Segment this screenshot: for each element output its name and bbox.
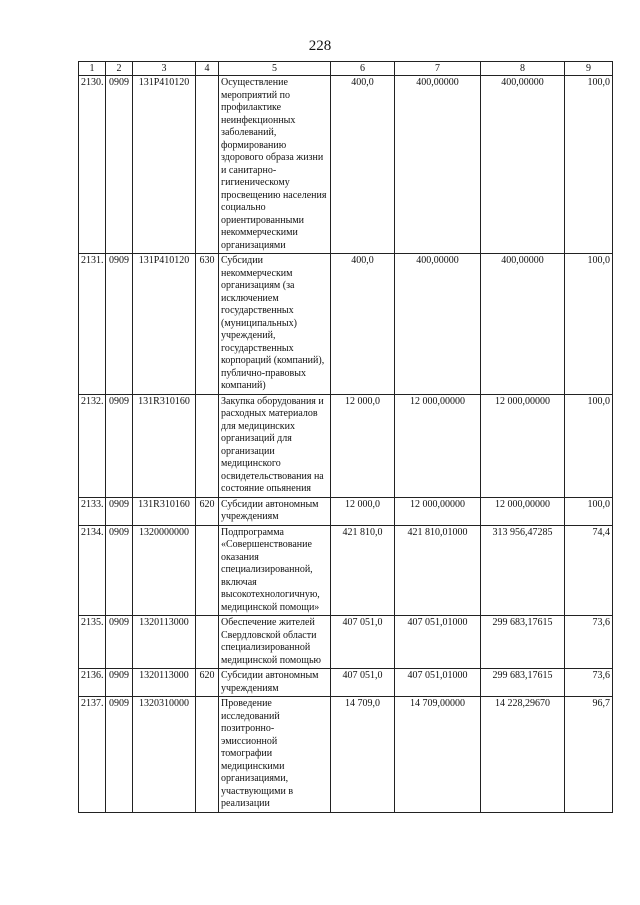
item-name: Обеспечение жителей Свердловской области специализированной медицинской помощью	[219, 616, 331, 669]
approved-amount: 400,0	[331, 254, 395, 395]
item-name: Проведение исследований позитронно-эмиссионной томографии медицинскими организациями, участвующими в реализации	[219, 697, 331, 813]
approved-amount: 407 051,0	[331, 616, 395, 669]
approved-amount: 12 000,0	[331, 394, 395, 497]
execution-percent: 73,6	[565, 669, 613, 697]
row-number: 2134.	[79, 525, 106, 616]
table-row	[79, 697, 613, 813]
target-article-code: 1320000000	[133, 525, 196, 616]
approved-amount: 14 709,0	[331, 697, 395, 813]
col-header: 5	[219, 62, 331, 76]
section-code: 0909	[106, 254, 133, 395]
executed-amount: 299 683,17615	[481, 616, 565, 669]
executed-amount: 299 683,17615	[481, 669, 565, 697]
adjusted-amount: 400,00000	[395, 254, 481, 395]
row-number: 2131.	[79, 254, 106, 395]
header-row	[79, 62, 613, 76]
target-article-code: 131R310160	[133, 394, 196, 497]
item-name: Закупка оборудования и расходных материалов для медицинских организаций для организации медицинского освидетельствования на состояние опьянения	[219, 394, 331, 497]
target-article-code: 1320113000	[133, 616, 196, 669]
adjusted-amount: 421 810,01000	[395, 525, 481, 616]
approved-amount: 421 810,0	[331, 525, 395, 616]
section-code: 0909	[106, 497, 133, 525]
col-header: 6	[331, 62, 395, 76]
row-number: 2133.	[79, 497, 106, 525]
expense-type-code	[196, 616, 219, 669]
row-number: 2136.	[79, 669, 106, 697]
col-header: 8	[481, 62, 565, 76]
row-number: 2130.	[79, 76, 106, 254]
adjusted-amount: 12 000,00000	[395, 394, 481, 497]
execution-percent: 100,0	[565, 254, 613, 395]
adjusted-amount: 14 709,00000	[395, 697, 481, 813]
item-name: Осуществление мероприятий по профилактике неинфекционных заболеваний, формированию здорового образа жизни и санитарно-гигиеническому просвещению населения социально ориентированными некоммерческими организациями	[219, 76, 331, 254]
table-row	[79, 497, 613, 525]
item-name: Субсидии автономным учреждениям	[219, 497, 331, 525]
adjusted-amount: 407 051,01000	[395, 669, 481, 697]
execution-percent: 100,0	[565, 497, 613, 525]
target-article-code: 131P410120	[133, 254, 196, 395]
adjusted-amount: 12 000,00000	[395, 497, 481, 525]
expense-type-code	[196, 697, 219, 813]
execution-percent: 100,0	[565, 76, 613, 254]
target-article-code: 131R310160	[133, 497, 196, 525]
executed-amount: 400,00000	[481, 76, 565, 254]
execution-percent: 73,6	[565, 616, 613, 669]
adjusted-amount: 407 051,01000	[395, 616, 481, 669]
section-code: 0909	[106, 616, 133, 669]
col-header: 1	[79, 62, 106, 76]
section-code: 0909	[106, 669, 133, 697]
executed-amount: 313 956,47285	[481, 525, 565, 616]
table-row	[79, 76, 613, 254]
section-code: 0909	[106, 76, 133, 254]
row-number: 2132.	[79, 394, 106, 497]
budget-table	[78, 61, 613, 813]
row-number: 2137.	[79, 697, 106, 813]
item-name: Субсидии некоммерческим организациям (за исключением государственных (муниципальных) учреждений, государственных корпораций (компаний), публично-правовых компаний)	[219, 254, 331, 395]
table-row	[79, 254, 613, 395]
table-row	[79, 669, 613, 697]
col-header: 4	[196, 62, 219, 76]
target-article-code: 1320113000	[133, 669, 196, 697]
approved-amount: 12 000,0	[331, 497, 395, 525]
table-row	[79, 525, 613, 616]
expense-type-code	[196, 76, 219, 254]
expense-type-code: 620	[196, 497, 219, 525]
section-code: 0909	[106, 525, 133, 616]
approved-amount: 400,0	[331, 76, 395, 254]
section-code: 0909	[106, 394, 133, 497]
executed-amount: 400,00000	[481, 254, 565, 395]
item-name: Подпрограмма «Совершенствование оказания специализированной, включая высокотехнологичную, медицинской помощи»	[219, 525, 331, 616]
section-code: 0909	[106, 697, 133, 813]
executed-amount: 12 000,00000	[481, 497, 565, 525]
execution-percent: 96,7	[565, 697, 613, 813]
row-number: 2135.	[79, 616, 106, 669]
table-row	[79, 616, 613, 669]
target-article-code: 131P410120	[133, 76, 196, 254]
expense-type-code: 620	[196, 669, 219, 697]
adjusted-amount: 400,00000	[395, 76, 481, 254]
expense-type-code	[196, 394, 219, 497]
col-header: 2	[106, 62, 133, 76]
col-header: 9	[565, 62, 613, 76]
col-header: 3	[133, 62, 196, 76]
execution-percent: 100,0	[565, 394, 613, 497]
expense-type-code: 630	[196, 254, 219, 395]
execution-percent: 74,4	[565, 525, 613, 616]
item-name: Субсидии автономным учреждениям	[219, 669, 331, 697]
approved-amount: 407 051,0	[331, 669, 395, 697]
expense-type-code	[196, 525, 219, 616]
table-row	[79, 394, 613, 497]
page-number: 228	[308, 38, 332, 54]
executed-amount: 12 000,00000	[481, 394, 565, 497]
target-article-code: 1320310000	[133, 697, 196, 813]
executed-amount: 14 228,29670	[481, 697, 565, 813]
col-header: 7	[395, 62, 481, 76]
